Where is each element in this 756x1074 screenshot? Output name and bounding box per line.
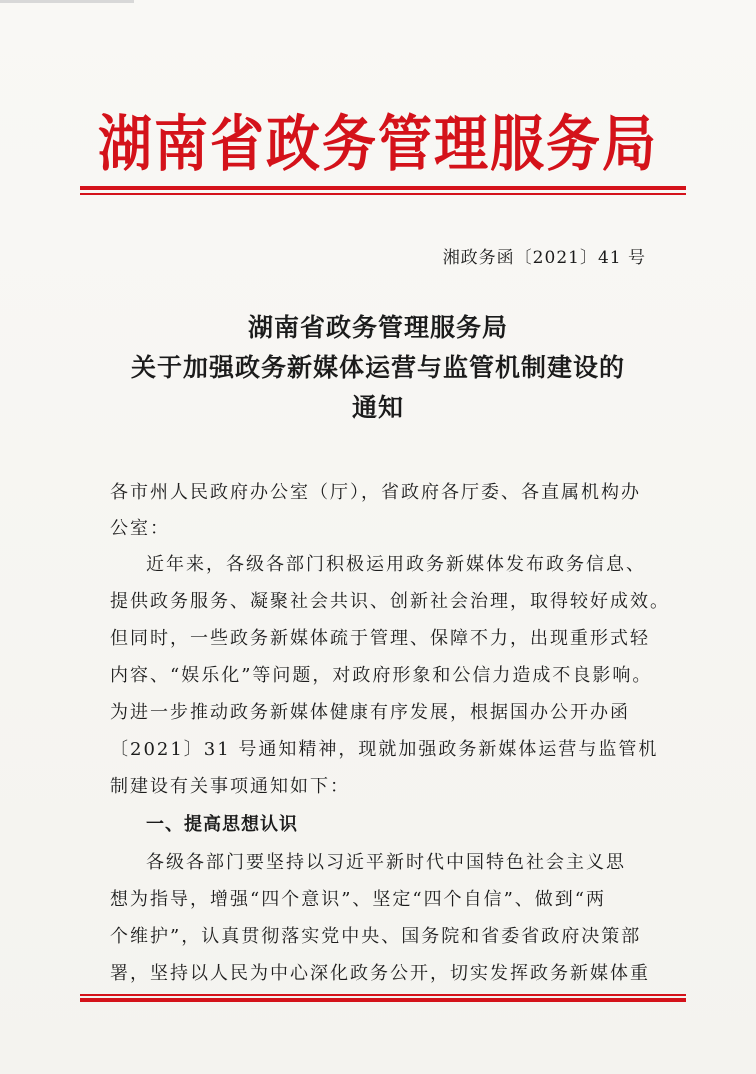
paragraph-1-line-5: 为进一步推动政务新媒体健康有序发展，根据国办公开办函: [110, 702, 630, 723]
paragraph-2-line-4: 署，坚持以人民为中心深化政务公开，切实发挥政务新媒体重: [110, 963, 650, 984]
paragraph-1-line-7: 制建设有关事项通知如下：: [110, 776, 350, 797]
doc-title-line-2: 关于加强政务新媒体运营与监管机制建设的: [130, 353, 625, 382]
paragraph-2-line-2: 想为指导，增强“四个意识”、坚定“四个自信”、做到“两: [110, 889, 607, 910]
paragraph-2-line-1: 各级各部门要坚持以习近平新时代中国特色社会主义思: [146, 852, 626, 873]
scan-edge-mark: [0, 0, 134, 3]
paragraph-1-line-1: 近年来，各级各部门积极运用政务新媒体发布政务信息、: [146, 554, 646, 575]
letterhead-rule-thin: [80, 193, 686, 195]
paragraph-2-line-3: 个维护”，认真贯彻落实党中央、国务院和省委省政府决策部: [110, 926, 642, 947]
paragraph-1-line-4: 内容、“娱乐化”等问题，对政府形象和公信力造成不良影响。: [110, 665, 653, 686]
salutation-line-1: 各市州人民政府办公室（厅），省政府各厅委、各直属机构办: [110, 482, 641, 503]
document-number: 湘政务函〔2021〕41 号: [442, 248, 646, 268]
letterhead-rule-thick: [80, 186, 686, 190]
paragraph-1-line-2: 提供政务服务、凝聚社会共识、创新社会治理，取得较好成效。: [110, 591, 670, 612]
footer-rule-thin: [80, 994, 686, 996]
section-1-heading: 一、提高思想认识: [146, 814, 298, 835]
footer-rule-thick: [80, 998, 686, 1002]
paragraph-1-line-3: 但同时，一些政务新媒体疏于管理、保障不力，出现重形式轻: [110, 628, 650, 649]
letterhead-org-name: 湖南省政务管理服务局: [98, 107, 658, 179]
doc-title-line-1: 湖南省政务管理服务局: [247, 313, 508, 342]
doc-title-line-3: 通知: [351, 393, 404, 422]
salutation-line-2: 公室：: [110, 518, 170, 539]
paragraph-1-line-6: 〔2021〕31 号通知精神，现就加强政务新媒体运营与监管机: [110, 739, 659, 760]
